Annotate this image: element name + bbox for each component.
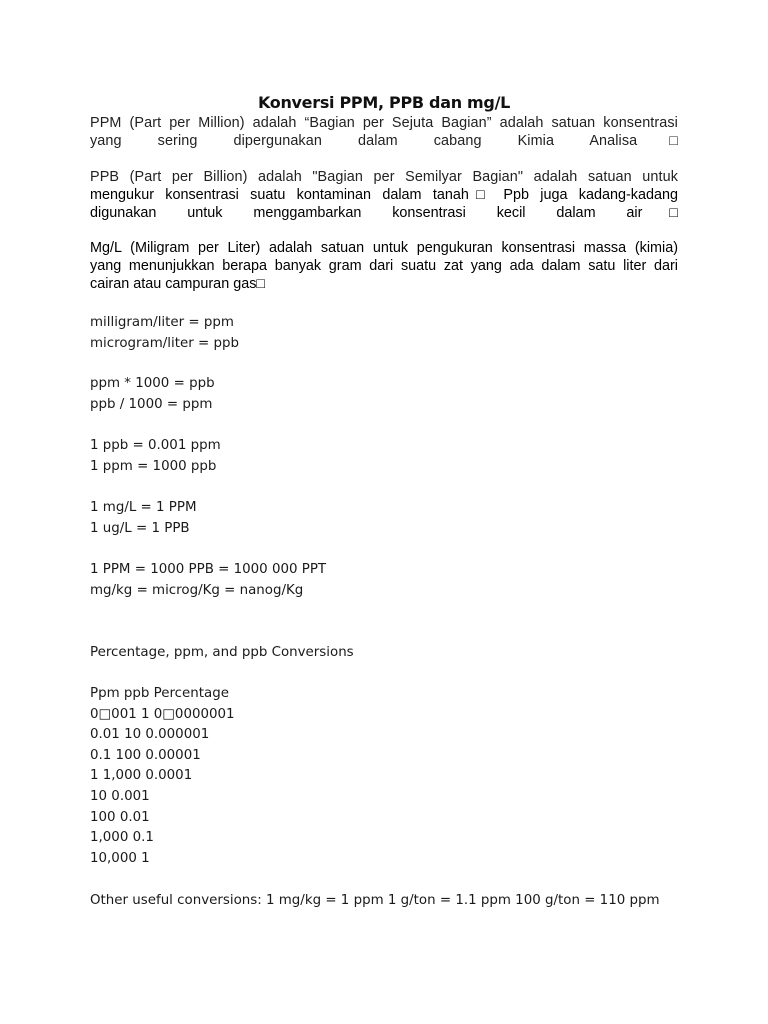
formula-line: 1 mg/L = 1 PPM (90, 500, 197, 515)
conversion-table (90, 684, 710, 869)
table-row: 0.1 100 0.00001 (90, 747, 201, 763)
text-line: cairan atau campuran gas□ (90, 276, 266, 292)
paragraph-ppb-definition (90, 168, 678, 222)
conversions-heading (90, 643, 710, 664)
text-line: PPB (Part per Billion) adalah "Bagian per Semilyar Bagian" adalah satuan untuk (90, 169, 678, 185)
text-line: PPM (Part per Million) adalah “Bagian per Sejuta Bagian” adalah satuan konsentrasi (90, 115, 678, 131)
table-row: 1,000 0.1 (90, 830, 154, 846)
formula-line: 1 ppm = 1000 ppb (90, 458, 217, 474)
formula-line: microgram/liter = ppb (90, 335, 239, 351)
text-line: digunakan untuk menggambarkan konsentrasi kecil dalam air□ (90, 205, 678, 221)
text-line: Mg/L (Miligram per Liter) adalah satuan untuk pengukuran konsentrasi massa (kimia) (90, 240, 678, 256)
formula-line: milligram/liter = ppm (90, 315, 234, 330)
formula-line: mg/kg = microg/Kg = nanog/Kg (90, 582, 304, 598)
table-row: 0□001 1 0□0000001 (90, 706, 235, 722)
other-conversions (90, 891, 710, 912)
formula-line: 1 PPM = 1000 PPB = 1000 000 PPT (90, 562, 327, 577)
formula-group-units (90, 313, 710, 354)
formula-line: 1 ppb = 0.001 ppm (90, 438, 221, 453)
text-line: yang menunjukkan berapa banyak gram dari suatu zat yang ada dalam satu liter dari (90, 258, 678, 274)
paragraph-ppm-definition (90, 114, 678, 150)
paragraph-mgl-definition (90, 239, 678, 293)
table-row: 10 0.001 (90, 788, 150, 804)
table-row: 100 0.01 (90, 809, 150, 825)
formula-group-ppt (90, 560, 710, 601)
formula-line: ppb / 1000 = ppm (90, 396, 213, 412)
heading-line: Percentage, ppm, and ppb Conversions (90, 645, 354, 660)
formula-group-equivalence (90, 436, 710, 477)
table-row: 10,000 1 (90, 850, 150, 866)
document-title: Konversi PPM, PPB dan mg/L (257, 93, 511, 112)
formula-line: ppm * 1000 = ppb (90, 376, 215, 391)
formula-line: 1 ug/L = 1 PPB (90, 520, 190, 536)
formula-group-mgl (90, 498, 710, 539)
table-header: Ppm ppb Percentage (90, 686, 229, 701)
table-row: 0.01 10 0.000001 (90, 727, 210, 743)
other-conversions-line: Other useful conversions: 1 mg/kg = 1 ppm 1 g/ton = 1.1 ppm 100 g/ton = 110 ppm (90, 893, 660, 908)
text-line: yang sering dipergunakan dalam cabang Kimia Analisa□ (90, 133, 678, 149)
table-row: 1 1,000 0.0001 (90, 768, 193, 784)
formula-group-multiply (90, 374, 710, 415)
text-line: mengukur konsentrasi suatu kontaminan dalam tanah□ Ppb juga kadang-kadang (90, 187, 678, 203)
